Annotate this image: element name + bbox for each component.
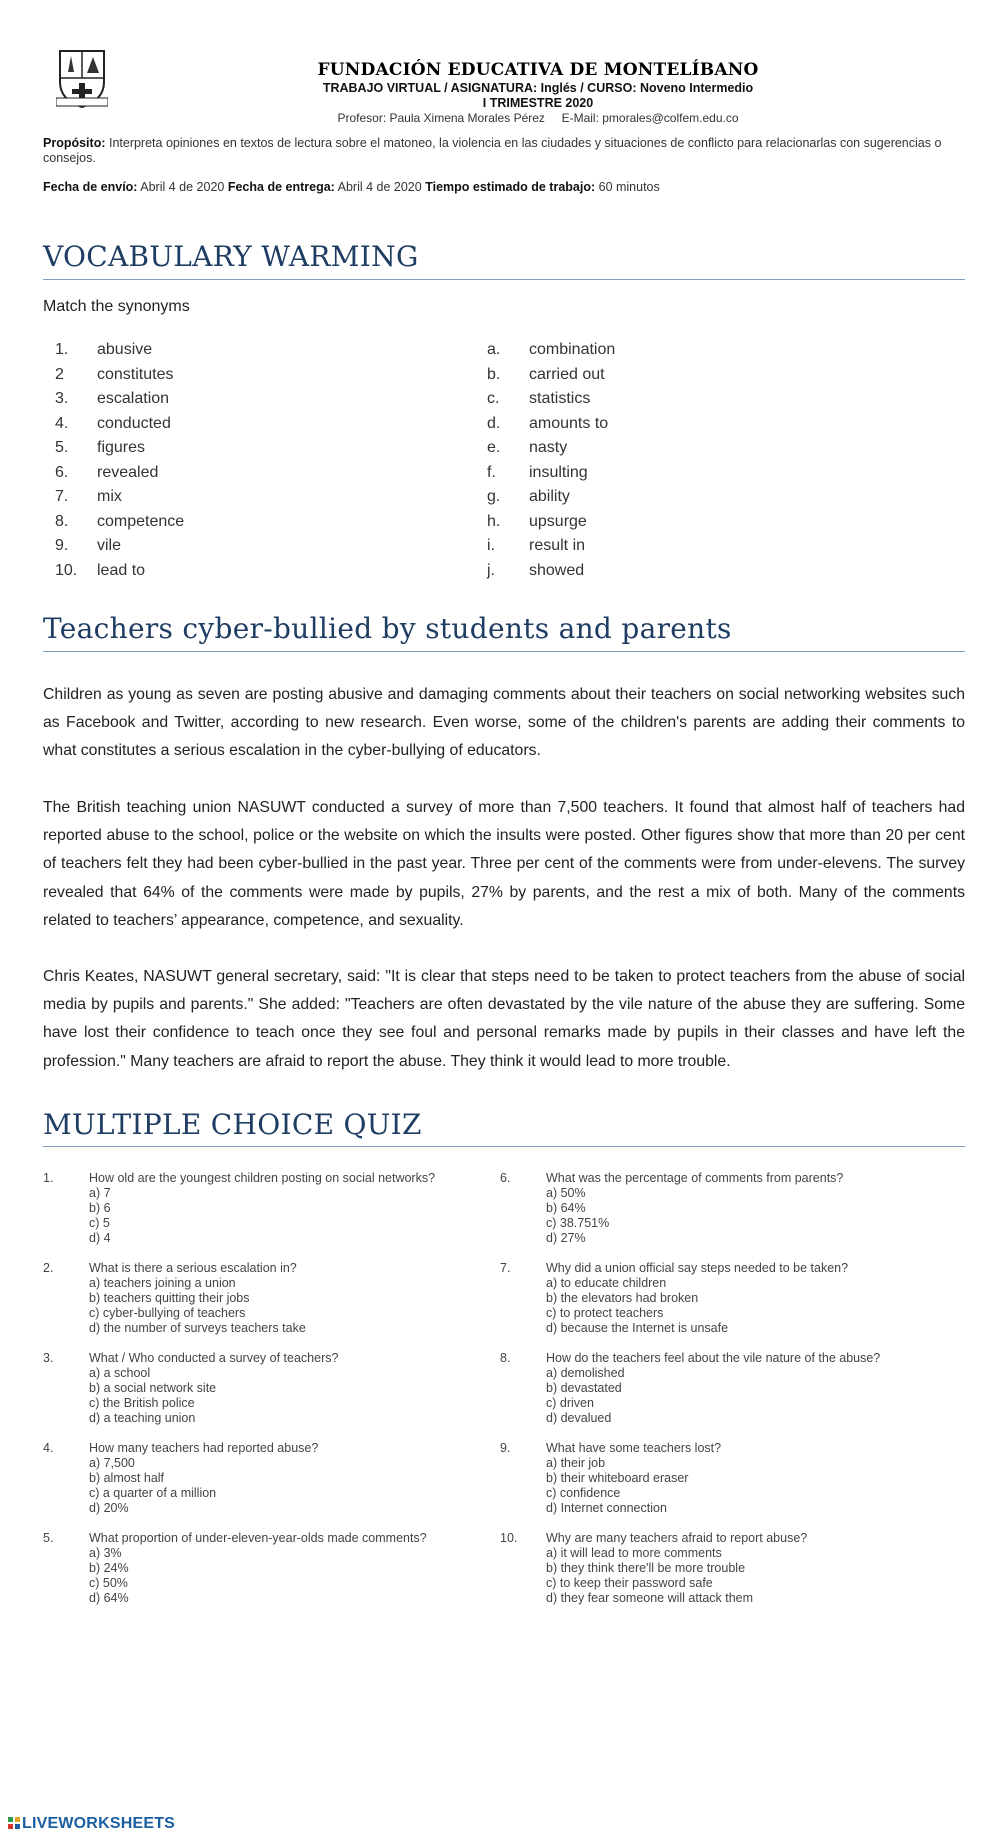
vocab-left-row — [55, 537, 355, 561]
answer-option[interactable]: c) cyber-bullying of teachers — [89, 1306, 246, 1320]
answer-option[interactable]: d) 20% — [89, 1501, 129, 1515]
vocabulary-heading: VOCABULARY WARMING — [43, 240, 419, 273]
quiz-question — [500, 1351, 920, 1431]
question-number: 5. — [43, 1531, 54, 1545]
vocab-left-row — [55, 341, 355, 365]
question-number: 4. — [43, 1441, 54, 1455]
question-number: 6. — [500, 1171, 511, 1185]
vocab-right-number: c. — [487, 390, 500, 407]
question-text: Why did a union official say steps needed to be taken? — [546, 1261, 849, 1275]
term-line: I TRIMESTRE 2020 — [482, 96, 594, 110]
vocab-left-row — [55, 513, 355, 537]
question-text: What proportion of under-eleven-year-olds made comments? — [89, 1531, 427, 1545]
answer-option[interactable]: c) 5 — [89, 1216, 110, 1230]
question-number: 1. — [43, 1171, 54, 1185]
question-number: 9. — [500, 1441, 511, 1455]
sent-value: Abril 4 de 2020 — [137, 180, 228, 194]
vocab-right-number: f. — [487, 463, 496, 481]
answer-option[interactable]: b) 6 — [89, 1201, 111, 1215]
vocab-right-word: carried out — [529, 365, 605, 383]
course-line: TRABAJO VIRTUAL / ASIGNATURA: Inglés / CURSO: Noveno Intermedio — [322, 81, 754, 95]
quiz-question — [500, 1171, 920, 1251]
vocab-right-number: h. — [487, 512, 501, 530]
answer-option[interactable]: b) the elevators had broken — [546, 1291, 699, 1305]
vocab-left-row — [55, 390, 355, 414]
vocab-left-word: escalation — [97, 390, 170, 407]
vocab-left-row — [55, 488, 355, 512]
question-body — [546, 1261, 926, 1336]
answer-option[interactable]: b) they think there'll be more trouble — [546, 1561, 746, 1575]
question-text: What was the percentage of comments from parents? — [546, 1171, 844, 1185]
vocab-left-number: 9. — [55, 537, 69, 554]
vocab-left-word: figures — [97, 439, 146, 456]
question-body — [89, 1261, 469, 1336]
due-label: Fecha de entrega: — [227, 180, 335, 194]
quiz-question — [500, 1441, 920, 1521]
vocab-right-number: a. — [487, 341, 501, 358]
answer-option[interactable]: d) 64% — [89, 1591, 129, 1605]
vocab-right-row — [487, 513, 787, 537]
answer-option[interactable]: c) to keep their password safe — [546, 1576, 713, 1590]
answer-option[interactable]: d) the number of surveys teachers take — [89, 1321, 306, 1335]
vocab-right-word: statistics — [529, 390, 591, 407]
purpose-text: Interpreta opiniones en textos de lectura sobre el matoneo, la violencia en las ciudades y situaciones de conflicto para relacionarlas con sugerencias o consejos. — [43, 136, 942, 165]
answer-option[interactable]: a) 3% — [89, 1546, 122, 1560]
vocab-left-number: 4. — [55, 414, 69, 432]
answer-option[interactable]: c) the British police — [89, 1396, 195, 1410]
question-body — [89, 1351, 469, 1426]
purpose-paragraph — [43, 136, 965, 166]
vocab-right-word: nasty — [529, 439, 568, 456]
vocab-left-number: 5. — [55, 439, 69, 456]
answer-option[interactable]: a) their job — [546, 1456, 606, 1470]
article-paragraph-1: Children as young as seven are posting abusive and damaging comments about their teachers on social networking websites such as Facebook and Twitter, according to new research. Even worse, some of the children's parents are adding their comments to what constitutes a serious escalation in the cyber-bullying of educators. — [43, 686, 965, 760]
vocab-right-word: result in — [529, 537, 586, 554]
question-number: 7. — [500, 1261, 511, 1275]
vocab-right-number: d. — [487, 414, 501, 432]
answer-option[interactable]: b) 64% — [546, 1201, 586, 1215]
liveworksheets-logo-icon — [8, 1816, 20, 1828]
question-text: How old are the youngest children posting on social networks? — [89, 1171, 436, 1185]
school-name: FUNDACIÓN EDUCATIVA DE MONTELÍBANO — [317, 60, 759, 80]
answer-option[interactable]: d) a teaching union — [89, 1411, 196, 1425]
question-text: Why are many teachers afraid to report abuse? — [546, 1531, 808, 1545]
question-number: 8. — [500, 1351, 511, 1365]
answer-option[interactable]: b) devastated — [546, 1381, 622, 1395]
vocab-left-number: 6. — [55, 463, 69, 481]
vocab-left-number: 1. — [55, 341, 69, 358]
answer-option[interactable]: c) confidence — [546, 1486, 621, 1500]
vocab-right-word: ability — [529, 488, 570, 505]
article-paragraph-2: The British teaching union NASUWT conducted a survey of more than 7,500 teachers. It found that almost half of teachers had reported abuse to the school, police or the website on which the insults were posted. Other figures show that more than 20 per cent of teachers felt they had been cyber-bullied in the past year. Three per cent of the comments were from under-elevens. The survey revealed that 64% of the comments were made by pupils, 27% by parents, and the rest a mix of both. Many of the comments related to teachers’ appearance, competence, and sexuality. — [43, 799, 965, 929]
answer-option[interactable]: d) Internet connection — [546, 1501, 667, 1515]
answer-option[interactable]: a) teachers joining a union — [89, 1276, 236, 1290]
question-text: What / Who conducted a survey of teachers? — [89, 1351, 339, 1365]
answer-option[interactable]: c) driven — [546, 1396, 594, 1410]
answer-option[interactable]: c) to protect teachers — [546, 1306, 664, 1320]
answer-option[interactable]: b) a social network site — [89, 1381, 217, 1395]
answer-option[interactable]: b) teachers quitting their jobs — [89, 1291, 250, 1305]
answer-option[interactable]: a) it will lead to more comments — [546, 1546, 722, 1560]
answer-option[interactable]: c) 38.751% — [546, 1216, 610, 1230]
answer-option[interactable]: b) their whiteboard eraser — [546, 1471, 689, 1485]
quiz-rule — [43, 1146, 965, 1147]
time-value: 60 minutos — [595, 180, 660, 194]
quiz-question — [43, 1441, 463, 1521]
answer-option[interactable]: a) a school — [89, 1366, 151, 1380]
vocab-right-number: e. — [487, 439, 501, 456]
vocab-left-word: lead to — [97, 561, 146, 579]
liveworksheets-footer[interactable] — [8, 1815, 175, 1833]
vocab-right-word: combination — [529, 341, 616, 358]
vocab-right-word: upsurge — [529, 512, 587, 530]
question-body — [546, 1351, 926, 1426]
quiz-heading: MULTIPLE CHOICE QUIZ — [43, 1108, 422, 1141]
answer-option[interactable]: d) because the Internet is unsafe — [546, 1321, 729, 1335]
vocab-right-number: b. — [487, 365, 501, 383]
article-heading: Teachers cyber-bullied by students and parents — [43, 612, 732, 645]
answer-option[interactable]: d) 4 — [89, 1231, 111, 1245]
answer-option[interactable]: d) they fear someone will attack them — [546, 1591, 754, 1605]
vocab-left-number: 7. — [55, 488, 69, 505]
quiz-question — [43, 1531, 463, 1611]
vocab-left-row — [55, 464, 355, 488]
vocab-left-word: mix — [97, 488, 122, 505]
vocab-left-row — [55, 562, 355, 586]
answer-option[interactable]: c) 50% — [89, 1576, 128, 1590]
vocab-right-row — [487, 366, 787, 390]
vocab-left-word: competence — [97, 512, 185, 530]
answer-option[interactable]: a) demolished — [546, 1366, 625, 1380]
teacher-line: Profesor: Paula Ximena Morales Pérez E-Mail: pmorales@colfem.edu.co — [337, 111, 739, 125]
question-body — [546, 1171, 926, 1246]
vocab-left-number: 8. — [55, 512, 69, 530]
vocab-left-number: 10. — [55, 561, 78, 579]
question-number: 2. — [43, 1261, 54, 1275]
article-paragraph-3: Chris Keates, NASUWT general secretary, said: "It is clear that steps need to be taken to protect teachers from the abuse of social media by pupils and parents." She added: "Teachers are often devastated by the vile nature of the abuse they are suffering. Some have lost their confidence to teach once they see foul and personal remarks made by pupils in their classes and have left the profession." Many teachers are afraid to report the abuse. They think it would lead to more trouble. — [43, 968, 965, 1070]
vocab-right-row — [487, 537, 787, 561]
vocab-left-row — [55, 366, 355, 390]
vocab-left-word: abusive — [97, 341, 153, 358]
question-number: 3. — [43, 1351, 54, 1365]
vocab-right-row — [487, 439, 787, 463]
vocabulary-instruction: Match the synonyms — [43, 298, 190, 315]
vocab-left-row — [55, 415, 355, 439]
question-body — [89, 1171, 469, 1246]
answer-option[interactable]: c) a quarter of a million — [89, 1486, 217, 1500]
vocab-right-word: insulting — [529, 463, 588, 481]
question-text: What have some teachers lost? — [546, 1441, 722, 1455]
vocab-right-row — [487, 562, 787, 586]
quiz-question — [43, 1261, 463, 1341]
question-body — [546, 1441, 926, 1516]
footer-brand: LIVEWORKSHEETS — [22, 1815, 176, 1832]
vocab-left-word: conducted — [97, 414, 171, 432]
vocab-left-row — [55, 439, 355, 463]
quiz-question — [500, 1531, 920, 1611]
vocab-right-word: showed — [529, 561, 585, 579]
question-body — [89, 1441, 469, 1516]
vocab-right-number: j. — [487, 561, 495, 579]
question-text: How many teachers had reported abuse? — [89, 1441, 319, 1455]
vocab-right-word: amounts to — [529, 414, 609, 432]
vocab-left-word: revealed — [97, 463, 159, 481]
answer-option[interactable]: b) almost half — [89, 1471, 165, 1485]
question-number: 10. — [500, 1531, 518, 1545]
question-body — [89, 1531, 469, 1606]
vocab-right-number: i. — [487, 537, 495, 554]
quiz-question — [43, 1171, 463, 1251]
vocab-right-row — [487, 390, 787, 414]
answer-option[interactable]: a) 50% — [546, 1186, 586, 1200]
vocab-left-word: constitutes — [97, 365, 174, 383]
vocab-right-row — [487, 415, 787, 439]
question-text: How do the teachers feel about the vile nature of the abuse? — [546, 1351, 881, 1365]
answer-option[interactable]: d) 27% — [546, 1231, 586, 1245]
answer-option[interactable]: a) 7 — [89, 1186, 111, 1200]
purpose-label: Propósito: — [43, 136, 106, 150]
vocab-left-number: 2 — [55, 365, 64, 383]
vocab-right-number: g. — [487, 488, 501, 505]
dates-line — [43, 180, 965, 195]
quiz-question — [43, 1351, 463, 1431]
answer-option[interactable]: a) to educate children — [546, 1276, 667, 1290]
question-text: What is there a serious escalation in? — [89, 1261, 297, 1275]
answer-option[interactable]: a) 7,500 — [89, 1456, 135, 1470]
vocab-left-word: vile — [97, 537, 122, 554]
quiz-question — [500, 1261, 920, 1341]
vocabulary-rule — [43, 279, 965, 280]
answer-option[interactable]: d) devalued — [546, 1411, 612, 1425]
sent-label: Fecha de envío: — [43, 180, 138, 194]
article-rule — [43, 651, 965, 652]
due-value: Abril 4 de 2020 — [334, 180, 426, 194]
answer-option[interactable]: b) 24% — [89, 1561, 129, 1575]
vocab-right-row — [487, 464, 787, 488]
vocab-left-number: 3. — [55, 390, 69, 407]
vocab-right-row — [487, 341, 787, 365]
vocab-right-row — [487, 488, 787, 512]
time-label: Tiempo estimado de trabajo: — [425, 180, 596, 194]
question-body — [546, 1531, 926, 1606]
